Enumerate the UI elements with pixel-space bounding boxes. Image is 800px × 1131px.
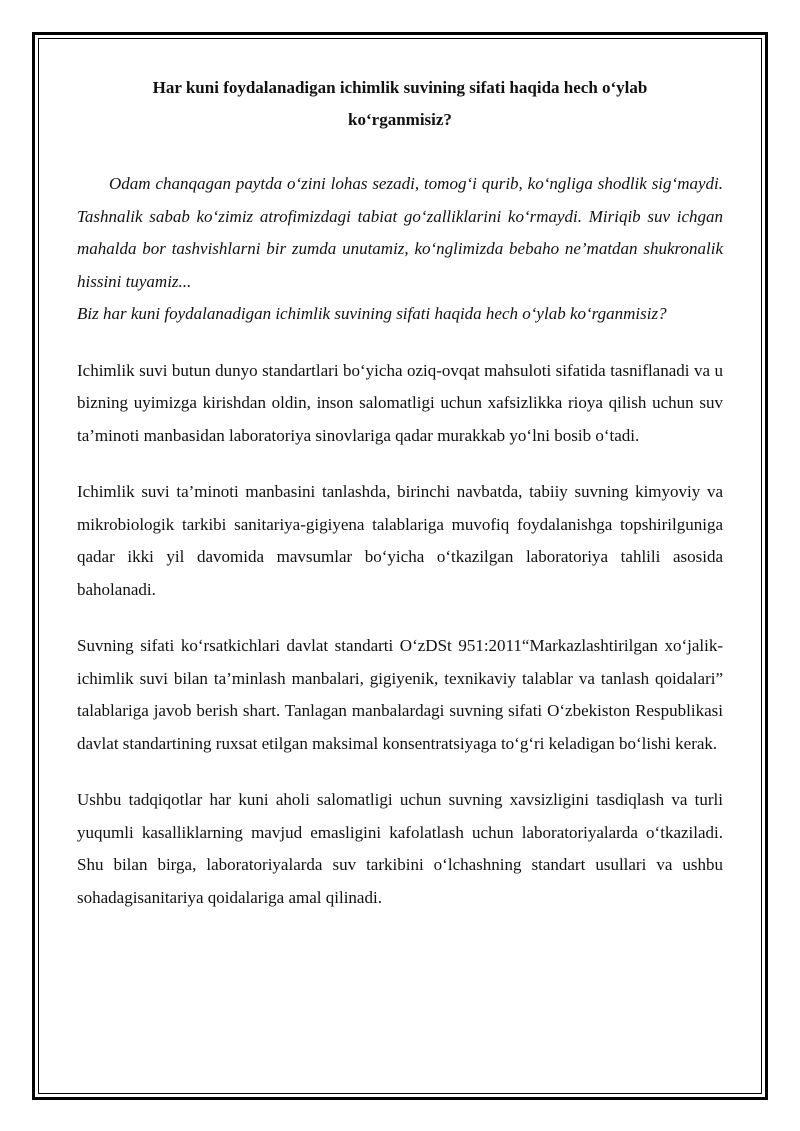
body-paragraph-4: Ushbu tadqiqotlar har kuni aholi salomatligi uchun suvning xavsizligini tasdiqlash va turli yuqumli kasalliklarning mavjud emasligini kafolatlash uchun laboratoriyalarda o‘tkaziladi. Shu bilan birga, laboratoriyalarda suv tarkibini o‘lchashning standart usullari va ushbu sohadagisanitariya qoidalariga amal qilinadi.: [77, 790, 723, 907]
body-paragraph-3: Suvning sifati ko‘rsatkichlari davlat standarti O‘zDSt 951:2011“Markazlashtirilgan xo‘jalik-ichimlik suvi bilan ta’minlash manbalari, gigiyenik, texnikaviy talablar va tanlash qoidalari” talablariga javob berish shart. Tanlagan manbalardagi suvning sifati O‘zbekiston Respublikasi davlat standartining ruxsat etilgan maksimal konsentratsiyaga to‘g‘ri keladigan bo‘lishi kerak.: [77, 636, 723, 753]
body-paragraph-1: Ichimlik suvi butun dunyo standartlari bo‘yicha oziq-ovqat mahsuloti sifatida tasniflanadi va u bizning uyimizga kirishdan oldin, inson salomatligi uchun xafsizlikka rioya qilish uchun suv ta’minoti manbasidan laboratoriya sinovlariga qadar murakkab yo‘lni bosib o‘tadi.: [77, 360, 723, 445]
body-paragraph-2: Ichimlik suvi ta’minoti manbasini tanlashda, birinchi navbatda, tabiiy suvning kimyoviy va mikrobiologik tarkibi sanitariya-gigiyena talablariga muvofiq foydalanishga topshirilguniga qadar ikki yil davomida mavsumlar bo‘yicha o‘tkazilgan laboratoriya tahlili asosida baholanadi.: [77, 482, 723, 599]
question-paragraph: Biz har kuni foydalanadigan ichimlik suvining sifati haqida hech o‘ylab ko‘rganmisiz?: [77, 304, 667, 323]
document-title: Har kuni foydalanadigan ichimlik suvining sifati haqida hech o‘ylab ko‘rganmisiz?: [152, 78, 648, 129]
intro-paragraph: Odam chanqagan paytda o‘zini lohas sezadi, tomog‘i qurib, ko‘ngliga shodlik sig‘maydi. Tashnalik sabab ko‘zimiz atrofimizdagi tabiat go‘zalliklarini ko‘rmaydi. Miriqib suv ichgan mahalda bor tashvishlarni bir zumda unutamiz, ko‘nglimizda bebaho ne’matdan shukronalik hissini tuyamiz...: [77, 174, 723, 291]
document-body: [77, 72, 723, 914]
